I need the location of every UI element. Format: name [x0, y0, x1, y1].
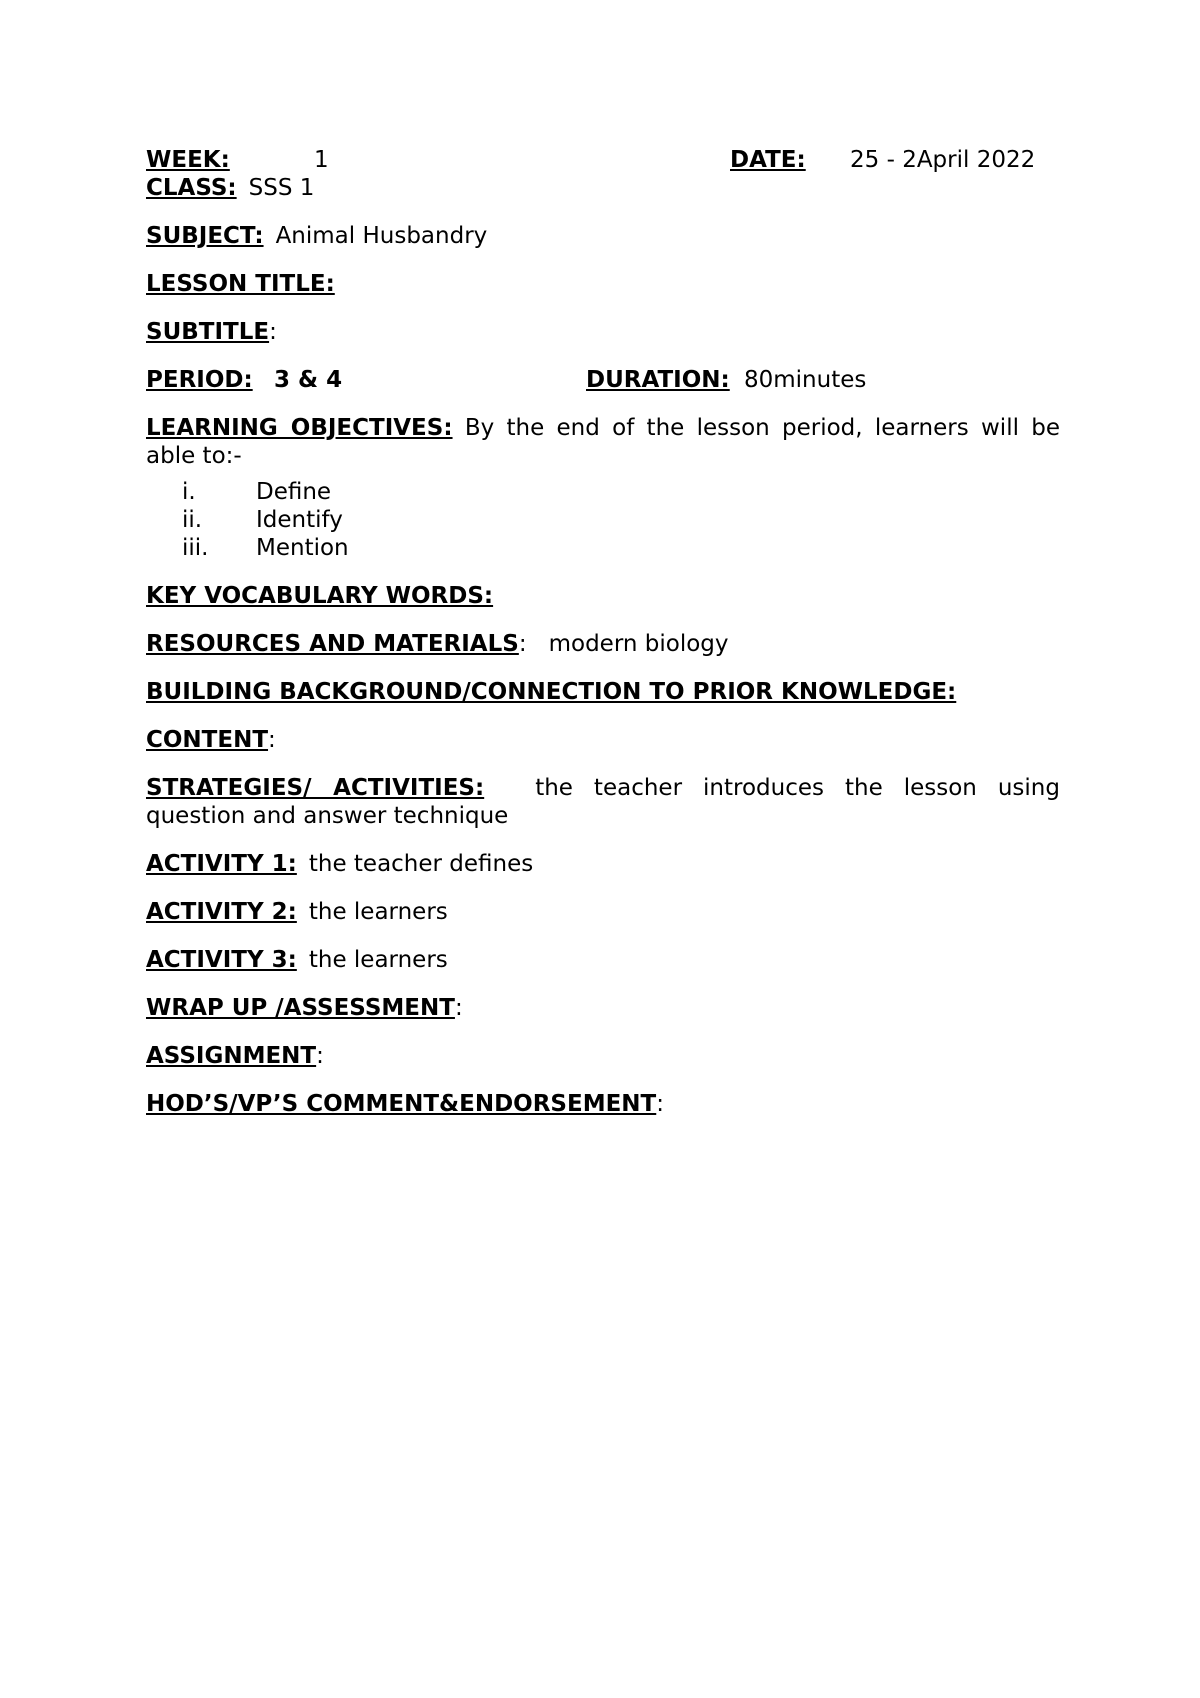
objectives-list — [146, 478, 1060, 562]
wrap-up-colon: : — [454, 995, 463, 1021]
duration-label: DURATION: — [586, 367, 730, 393]
content-colon: : — [268, 727, 276, 753]
subtitle-label: SUBTITLE — [146, 319, 270, 345]
list-item-text: Identify — [256, 507, 343, 533]
date-label: DATE: — [730, 147, 806, 173]
duration-value: 80minutes — [744, 367, 867, 393]
assignment-row — [146, 1042, 1060, 1070]
activity-2-row — [146, 898, 1060, 926]
class-label: CLASS: — [146, 175, 237, 201]
resources-row — [146, 630, 1060, 658]
key-vocabulary-row — [146, 582, 1060, 610]
learning-objectives — [146, 414, 1060, 470]
strategies-row — [146, 774, 1060, 830]
list-item-number: ii. — [182, 507, 203, 533]
background-label: BUILDING BACKGROUND/CONNECTION TO PRIOR KNOWLEDGE: — [146, 679, 957, 705]
week-date-row — [146, 146, 1060, 174]
date-value: 25 - 2April 2022 — [850, 147, 1036, 173]
list-item — [146, 506, 1060, 534]
list-item-number: iii. — [182, 535, 209, 561]
period-duration-row — [146, 366, 1060, 394]
subject-value: Animal Husbandry — [275, 223, 488, 249]
subtitle-row — [146, 318, 1060, 346]
lesson-note-document — [146, 146, 1060, 1118]
content-row — [146, 726, 1060, 754]
activity-1-row — [146, 850, 1060, 878]
list-item-text: Mention — [256, 535, 349, 561]
lesson-title-label: LESSON TITLE: — [146, 271, 335, 297]
class-value: SSS 1 — [248, 175, 315, 201]
subject-label: SUBJECT: — [146, 223, 264, 249]
subject-row — [146, 222, 1060, 250]
wrap-up-label: WRAP UP /ASSESSMENT — [146, 995, 455, 1021]
list-item — [146, 534, 1060, 562]
strategies-value: the teacher introduces the lesson using question and answer technique — [146, 775, 1060, 829]
strategies-label: STRATEGIES/ ACTIVITIES: — [146, 775, 485, 801]
activity-2-label: ACTIVITY 2: — [146, 899, 297, 925]
activity-3-label: ACTIVITY 3: — [146, 947, 297, 973]
activity-3-value: the learners — [308, 947, 448, 973]
period-label: PERIOD: — [146, 367, 253, 393]
resources-value: modern biology — [548, 631, 729, 657]
activity-2-value: the learners — [308, 899, 448, 925]
content-label: CONTENT — [146, 727, 269, 753]
week-value: 1 — [314, 147, 329, 173]
activity-3-row — [146, 946, 1060, 974]
resources-label: RESOURCES AND MATERIALS — [146, 631, 519, 657]
key-vocabulary-label: KEY VOCABULARY WORDS: — [146, 583, 494, 609]
wrap-up-row — [146, 994, 1060, 1022]
lesson-title-row — [146, 270, 1060, 298]
class-row — [146, 174, 1060, 202]
list-item-text: Define — [256, 479, 332, 505]
list-item — [146, 478, 1060, 506]
list-item-number: i. — [182, 479, 196, 505]
week-label: WEEK: — [146, 147, 230, 173]
assignment-label: ASSIGNMENT — [146, 1043, 317, 1069]
activity-1-value: the teacher defines — [308, 851, 534, 877]
hod-comment-label: HOD’S/VP’S COMMENT&ENDORSEMENT — [146, 1091, 657, 1117]
hod-comment-row — [146, 1090, 1060, 1118]
learning-objectives-intro: By the end of the lesson period, learners will be able to:- — [146, 415, 1061, 469]
background-row — [146, 678, 1060, 706]
assignment-colon: : — [316, 1043, 324, 1069]
resources-colon: : — [518, 631, 527, 657]
subtitle-colon: : — [269, 319, 277, 345]
learning-objectives-label: LEARNING OBJECTIVES: — [146, 415, 453, 441]
period-value: 3 & 4 — [274, 367, 343, 393]
hod-comment-colon: : — [656, 1091, 664, 1117]
activity-1-label: ACTIVITY 1: — [146, 851, 297, 877]
